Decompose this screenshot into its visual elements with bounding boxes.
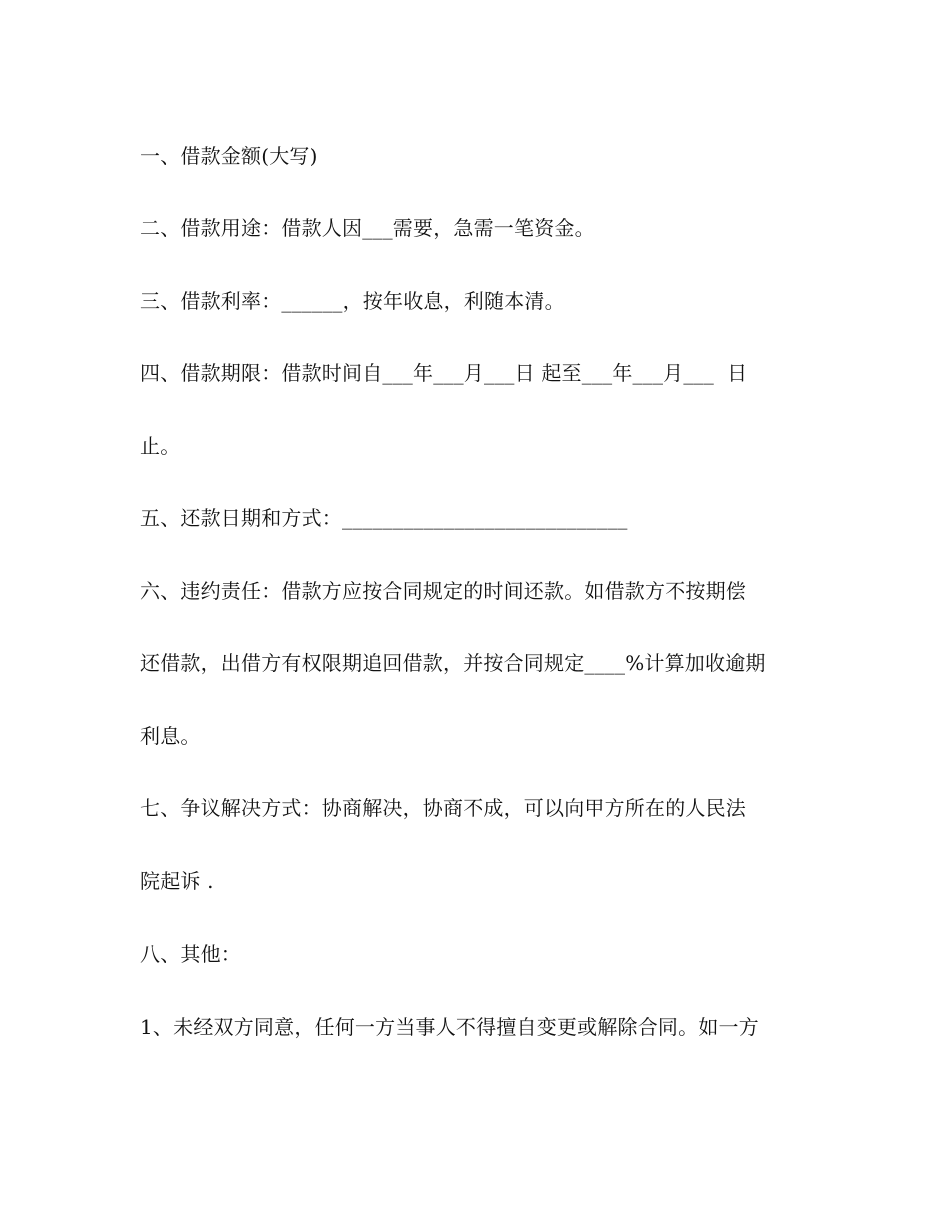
clause-4-loan-term: 四、借款期限：借款时间自___年___月___日 起至___年___月___ 日 [140,361,748,385]
clause-1-loan-amount: 一、借款金额(大写) [140,144,318,168]
clause-3-interest-rate: 三、借款利率：______，按年收息，利随本清。 [140,289,565,313]
clause-7-dispute-resolution-continued: 院起诉 . [140,869,214,893]
clause-8-other: 八、其他： [140,942,241,966]
clause-5-repayment: 五、还款日期和方式：____________________________ [140,506,628,530]
clause-6-breach-liability-continued: 还借款，出借方有权限期追回借款，并按合同规定____%计算加收逾期 [140,651,766,675]
clause-6-breach-liability: 六、违约责任：借款方应按合同规定的时间还款。如借款方不按期偿 [140,579,746,603]
clause-2-loan-purpose: 二、借款用途：借款人因___需要，急需一笔资金。 [140,216,595,240]
clause-4-loan-term-continued: 止。 [140,434,181,458]
clause-8-item-1: 1、未经双方同意，任何一方当事人不得擅自变更或解除合同。如一方 [140,1015,759,1039]
clause-6-breach-liability-end: 利息。 [140,724,201,748]
clause-7-dispute-resolution: 七、争议解决方式：协商解决，协商不成，可以向甲方所在的人民法 [140,796,746,820]
